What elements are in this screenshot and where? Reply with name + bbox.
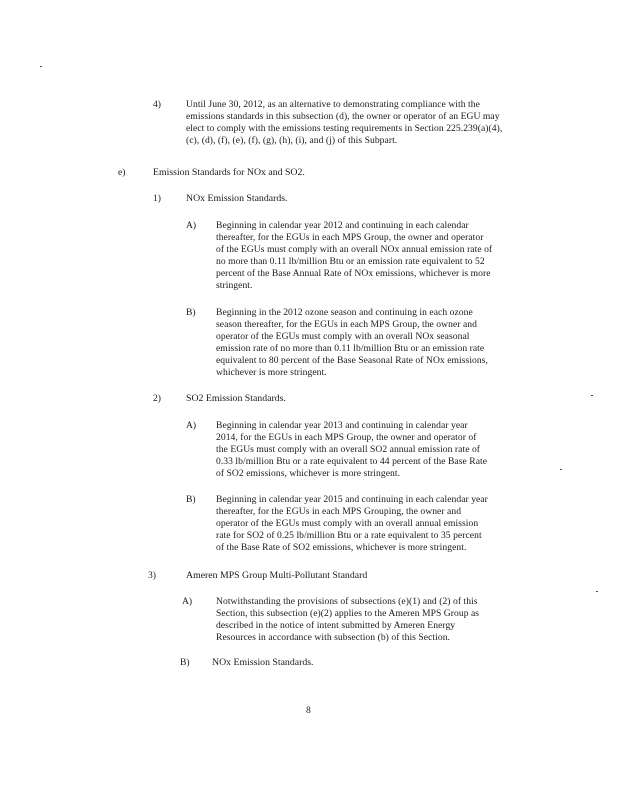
sub2-a-marker: A) [186, 420, 197, 431]
sub2-b-marker: B) [186, 494, 196, 505]
sub3-b-marker: B) [180, 657, 190, 668]
subsection-3-heading: Ameren MPS Group Multi-Pollutant Standard [186, 570, 368, 581]
para-4-line: elect to comply with the emissions testing requirements in Section 225.239(a)(4), [186, 123, 503, 134]
subsection-2-heading: SO2 Emission Standards. [186, 393, 286, 404]
para-4-marker: 4) [153, 99, 161, 110]
sub1-a-line: Beginning in calendar year 2012 and continuing in each calendar [216, 220, 469, 231]
subsection-3-marker: 3) [148, 570, 156, 581]
sub2-b-line: operator of the EGUs must comply with an overall annual emission [216, 518, 479, 529]
sub1-b-line: operator of the EGUs must comply with an overall NOx seasonal [216, 331, 470, 342]
sub1-b-line: season thereafter, for the EGUs in each MPS Group, the owner and [216, 319, 477, 330]
sub2-b-line: of the Base Rate of SO2 emissions, whichever is more stringent. [216, 542, 467, 553]
sub2-a-line: 0.33 lb/million Btu or a rate equivalent to 44 percent of the Base Rate [216, 456, 488, 467]
para-4-line: Until June 30, 2012, as an alternative to demonstrating compliance with the [186, 99, 480, 110]
para-4-line: emissions standards in this subsection (d), the owner or operator of an EGU may [186, 111, 500, 122]
sub3-a-marker: A) [182, 596, 193, 607]
scan-speck [560, 469, 562, 470]
sub1-b-line: emission rate of no more than 0.11 lb/million Btu or an emission rate [216, 343, 485, 354]
subsection-1-marker: 1) [153, 193, 161, 204]
sub1-b-marker: B) [186, 307, 196, 318]
sub2-a-line: 2014, for the EGUs in each MPS Group, the owner and operator of [216, 432, 477, 443]
subsection-2-marker: 2) [153, 393, 161, 404]
scan-speck [40, 66, 42, 67]
sub1-a-line: stringent. [216, 280, 253, 291]
sub2-a-line: of SO2 emissions, whichever is more stringent. [216, 468, 401, 479]
subsection-1-heading: NOx Emission Standards. [186, 193, 288, 204]
scan-speck [591, 395, 593, 396]
sub2-b-line: thereafter, for the EGUs in each MPS Grouping, the owner and [216, 506, 462, 517]
sub1-a-line: of the EGUs must comply with an overall NOx annual emission rate of [216, 244, 493, 255]
sub1-b-line: equivalent to 80 percent of the Base Seasonal Rate of NOx emissions, [216, 355, 488, 366]
sub1-a-line: percent of the Base Annual Rate of NOx emissions, whichever is more [216, 268, 491, 279]
para-4-line: (c), (d), (f), (e), (f), (g), (h), (i), and (j) of this Subpart. [186, 135, 398, 146]
sub1-b-line: whichever is more stringent. [216, 367, 327, 378]
sub1-a-line: no more than 0.11 lb/million Btu or an emission rate equivalent to 52 [216, 256, 485, 267]
scan-speck [596, 591, 598, 592]
sub3-a-line: Notwithstanding the provisions of subsections (e)(1) and (2) of this [216, 596, 478, 607]
sub1-a-marker: A) [186, 220, 197, 231]
sub3-a-line: described in the notice of intent submitted by Ameren Energy [216, 620, 456, 631]
section-e-marker: e) [118, 167, 126, 178]
section-e-heading: Emission Standards for NOx and SO2. [153, 167, 305, 178]
sub3-a-line: Resources in accordance with subsection (b) of this Section. [216, 632, 450, 643]
sub3-b-heading: NOx Emission Standards. [212, 657, 314, 668]
page-number: 8 [306, 705, 311, 716]
sub2-b-line: Beginning in calendar year 2015 and continuing in each calendar year [216, 494, 488, 505]
sub2-a-line: Beginning in calendar year 2013 and continuing in calendar year [216, 420, 468, 431]
sub3-a-line: Section, this subsection (e)(2) applies to the Ameren MPS Group as [216, 608, 480, 619]
sub1-b-line: Beginning in the 2012 ozone season and continuing in each ozone [216, 307, 473, 318]
sub1-a-line: thereafter, for the EGUs in each MPS Group, the owner and operator [216, 232, 484, 243]
sub2-b-line: rate for SO2 of 0.25 lb/million Btu or a rate equivalent to 35 percent [216, 530, 482, 541]
sub2-a-line: the EGUs must comply with an overall SO2 annual emission rate of [216, 444, 481, 455]
